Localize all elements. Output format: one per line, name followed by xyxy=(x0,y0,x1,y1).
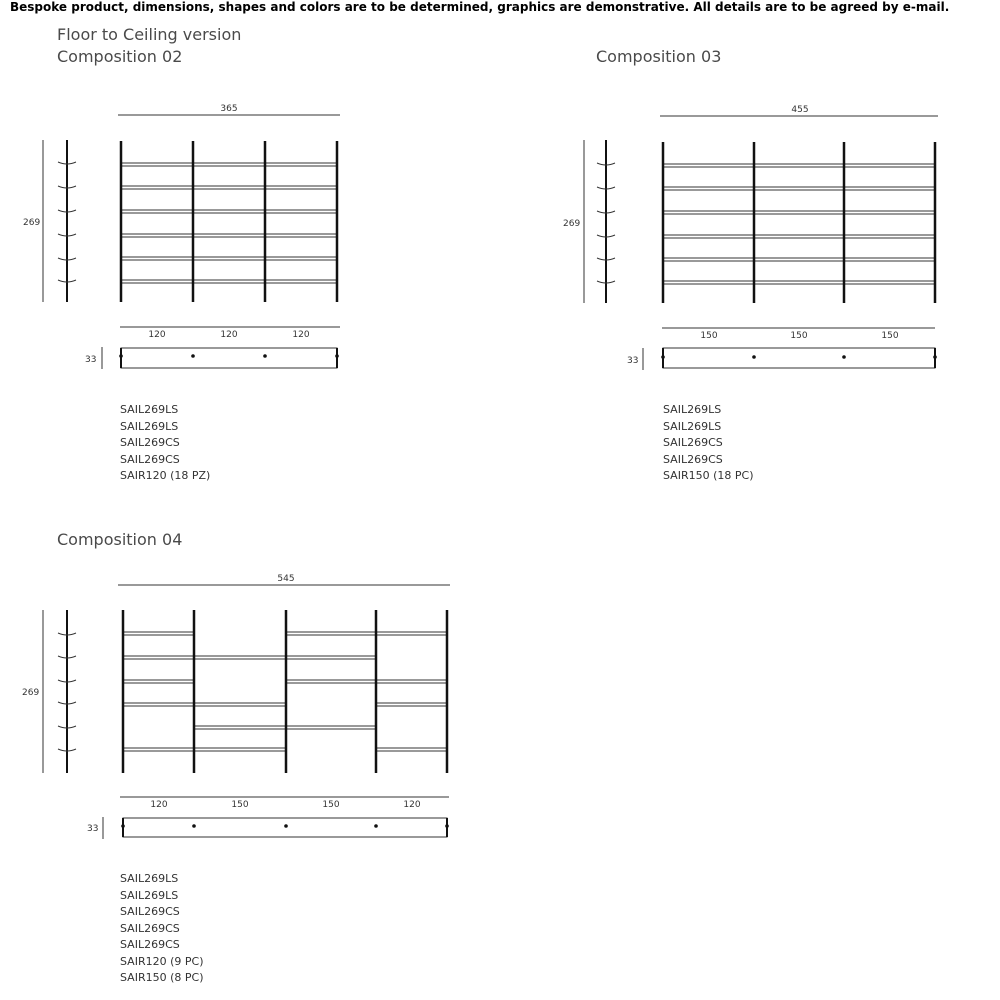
composition-02-plan-view xyxy=(119,348,339,368)
code-line: SAIL269LS xyxy=(120,872,179,885)
composition-03-bay-width-3: 150 xyxy=(881,331,899,341)
composition-03-plan-view xyxy=(661,348,937,368)
composition-02-diagram xyxy=(23,104,340,369)
code-line: SAIL269CS xyxy=(120,921,180,935)
composition-04-side-view xyxy=(58,610,76,773)
code-line: SAIL269LS xyxy=(663,403,722,416)
composition-03-title: Composition 03 xyxy=(596,47,722,66)
code-line: SAIL269CS xyxy=(120,452,180,466)
composition-04-depth: 33 xyxy=(87,824,99,834)
disclaimer-text: Bespoke product, dimensions, shapes and colors are to be determined, graphics are demonstrative. All details are to be agreed by e-mail. xyxy=(10,0,950,14)
composition-02-side-view xyxy=(58,140,76,302)
code-line: SAIR150 (18 PC) xyxy=(663,469,754,482)
composition-03-diagram xyxy=(563,105,938,370)
composition-04-title: Composition 04 xyxy=(57,530,183,549)
composition-04-bay-width-4: 120 xyxy=(403,800,421,810)
composition-04-diagram xyxy=(22,574,450,839)
composition-03-height: 269 xyxy=(563,219,581,229)
composition-02-depth: 33 xyxy=(85,355,97,365)
composition-03-bay-width-2: 150 xyxy=(790,331,808,341)
composition-04-plan-view xyxy=(121,818,449,837)
composition-02-bay-width-1: 120 xyxy=(148,330,166,340)
composition-04-height: 269 xyxy=(22,688,40,698)
code-line: SAIL269CS xyxy=(663,436,723,449)
code-line: SAIR120 (18 PZ) xyxy=(120,469,211,482)
version-title: Floor to Ceiling version xyxy=(57,25,242,44)
code-line: SAIL269LS xyxy=(120,888,179,902)
composition-02-bay-width-2: 120 xyxy=(220,330,238,340)
composition-02-bay-width-3: 120 xyxy=(292,330,310,340)
composition-03-bay-width-1: 150 xyxy=(700,331,718,341)
code-line: SAIR150 (8 PC) xyxy=(120,971,204,984)
code-line: SAIL269LS xyxy=(120,419,179,433)
composition-03-codes xyxy=(663,402,753,485)
composition-03-side-view xyxy=(597,140,615,303)
composition-02-title: Composition 02 xyxy=(57,47,183,66)
composition-03-total-width: 455 xyxy=(791,105,809,115)
code-line: SAIL269CS xyxy=(120,938,180,951)
composition-04-bay-width-1: 120 xyxy=(150,800,168,810)
composition-02-total-width: 365 xyxy=(220,104,238,114)
composition-04-codes xyxy=(120,871,203,987)
composition-04-front-view xyxy=(123,610,447,773)
composition-03-depth: 33 xyxy=(627,356,639,366)
composition-03-front-view xyxy=(663,142,935,303)
composition-04-total-width: 545 xyxy=(277,574,295,584)
composition-02-front-view xyxy=(121,141,337,302)
composition-04-bay-width-3: 150 xyxy=(322,800,340,810)
code-line: SAIL269LS xyxy=(120,403,179,416)
code-line: SAIL269LS xyxy=(663,419,722,433)
composition-04-bay-width-2: 150 xyxy=(231,800,249,810)
code-line: SAIL269CS xyxy=(663,452,723,466)
composition-02-height: 269 xyxy=(23,218,41,228)
code-line: SAIR120 (9 PC) xyxy=(120,954,204,968)
composition-02-codes xyxy=(120,402,210,485)
code-line: SAIL269CS xyxy=(120,905,180,918)
code-line: SAIL269CS xyxy=(120,436,180,449)
